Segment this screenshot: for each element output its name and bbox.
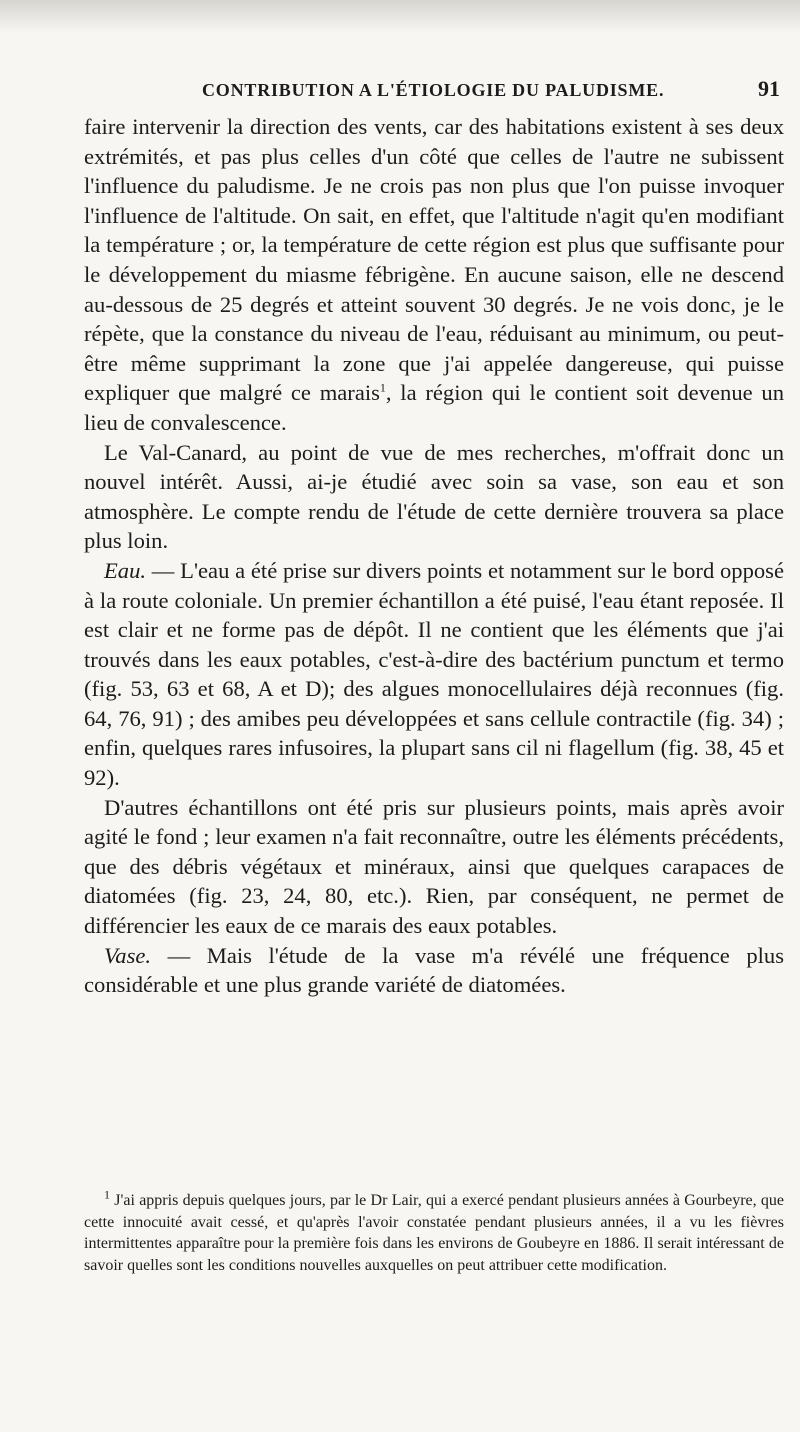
page-edge-shadow (0, 0, 800, 34)
footnote-1 (84, 1187, 784, 1276)
footnotes (84, 1187, 784, 1276)
paragraph-5 (84, 941, 784, 1000)
paragraph-5-text: — Mais l'étude de la vase m'a révélé une fréquence plus considérable et une plus grande variété de diatomées. (84, 942, 784, 998)
paragraph-2: Le Val-Canard, au point de vue de mes recherches, m'offrait donc un nouvel intérêt. Aussi, ai-je étudié avec soin sa vase, son eau et son atmosphère. Le compte rendu de l'étude de cette dernière trouvera sa place plus loin. (84, 439, 784, 554)
page-number: 91 (758, 76, 780, 101)
running-title: CONTRIBUTION A L'ÉTIOLOGIE DU PALUDISME. (202, 80, 665, 100)
footnote-text: J'ai appris depuis quelques jours, par le Dr Lair, qui a exercé pendant plusieurs années à Gourbeyre, que cette innocuité avait cessé, et qu'après l'avoir constatée pendant plusieurs années, il a vu les fièvres intermittentes apparaître pour la première fois dans les environs de Goubeyre en 1886. Il serait intéressant de savoir quelles sont les conditions nouvelles auxquelles on peut attribuer cette modification. (84, 1192, 784, 1274)
body-text (84, 112, 784, 1000)
paragraph-1 (84, 112, 784, 438)
paragraph-3-text: — L'eau a été prise sur divers points et notamment sur le bord opposé à la route coloniale. Un premier échantillon a été puisé, l'eau étant reposée. Il est clair et ne forme pas de dépôt. Il ne contient que les éléments que j'ai trouvés dans les eaux potables, c'est-à-dire des bactérium punctum et termo (fig. 53, 63 et 68, A et D); des algues monocellulaires déjà reconnues (fig. 64, 76, 91) ; des amibes peu développées et sans cellule contractile (fig. 34) ; enfin, quelques rares infusoires, la plupart sans cil ni flagellum (fig. 38, 45 et 92). (84, 557, 784, 791)
running-header (0, 76, 800, 110)
footnote-reference: 1 (379, 380, 386, 395)
section-label-eau: Eau. (104, 557, 147, 583)
footnote-marker: 1 (104, 1187, 110, 1202)
section-label-vase: Vase. (104, 942, 152, 968)
paragraph-4: D'autres échantillons ont été pris sur plusieurs points, mais après avoir agité le fond ; leur examen n'a fait reconnaître, outre les éléments précédents, que des débris végétaux et minéraux, ainsi que quelques carapaces de diatomées (fig. 23, 24, 80, etc.). Rien, par conséquent, ne permet de différencier les eaux de ce marais des eaux potables. (84, 794, 784, 939)
paragraph-1-end: , la région qui le contient soit devenue un lieu de convalescence. (84, 380, 784, 435)
paragraph-3 (84, 556, 784, 793)
paragraph-1-text: faire intervenir la direction des vents, car des habitations existent à ses deux extrémités, et pas plus celles d'un côté que celles de l'autre ne subissent l'influence du paludisme. Je ne crois pas non plus que l'on puisse invoquer l'influence de l'altitude. On sait, en effet, que l'altitude n'agit qu'en modifiant la température ; or, la température de cette région est plus que suffisante pour le développement du miasme fébrigène. En aucune saison, elle ne descend au-dessous de 25 degrés et atteint souvent 30 degrés. Je ne vois donc, je le répète, que la constance du niveau de l'eau, réduisant au minimum, ou peut-être même supprimant la zone que j'ai appelée dangereuse, qui puisse expliquer que malgré ce marais (84, 114, 784, 406)
